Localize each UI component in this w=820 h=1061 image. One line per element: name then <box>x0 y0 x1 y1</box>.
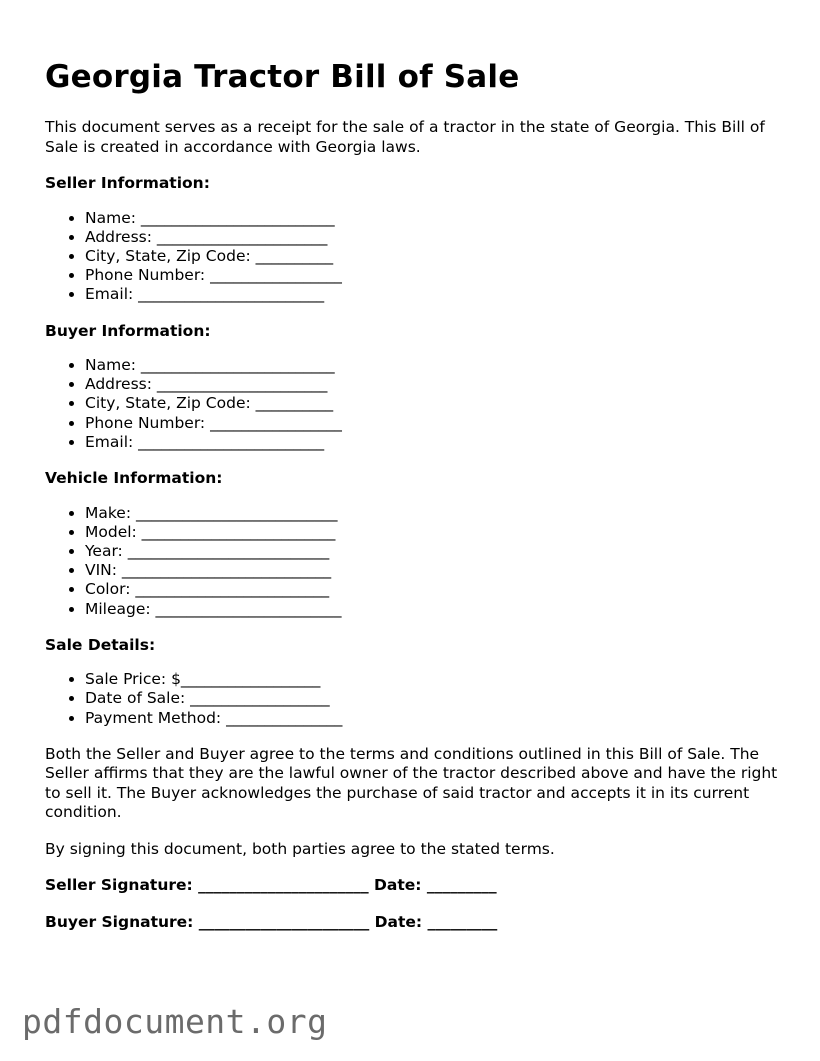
buyer-section-heading: Buyer Information: <box>45 321 211 340</box>
vehicle-model-field: • Model: _________________________ <box>85 523 785 542</box>
buyer-city-state-zip-field: • City, State, Zip Code: __________ <box>85 394 785 413</box>
vehicle-year-field: • Year: __________________________ <box>85 542 785 561</box>
agreement-paragraph: Both the Seller and Buyer agree to the terms and conditions outlined in this Bill of Sale. The Seller affirms that they are the lawful owner of the tractor described above and have the right to sell it. The Buyer acknowledges the purchase of said tractor and accepts it in its current condition. <box>45 744 778 822</box>
buyer-fields-list <box>45 356 785 452</box>
seller-fields-list <box>45 209 785 305</box>
vehicle-fields-list <box>45 504 785 619</box>
buyer-name-field: • Name: _________________________ <box>85 356 785 375</box>
vehicle-section-heading: Vehicle Information: <box>45 469 223 488</box>
intro-paragraph: This document serves as a receipt for the sale of a tractor in the state of Georgia. This Bill of Sale is created in accordance with Georgia laws. <box>45 118 765 156</box>
seller-email-field: • Email: ________________________ <box>85 285 785 304</box>
sale-fields-list <box>45 670 785 728</box>
seller-name-field: • Name: _________________________ <box>85 209 785 228</box>
page-title: Georgia Tractor Bill of Sale <box>45 59 520 95</box>
seller-signature-line: Seller Signature: ______________________ Date: _________ <box>45 876 497 895</box>
buyer-email-field: • Email: ________________________ <box>85 433 785 452</box>
vehicle-mileage-field: • Mileage: ________________________ <box>85 600 785 619</box>
sale-price-field: • Sale Price: $__________________ <box>85 670 785 689</box>
vehicle-color-field: • Color: _________________________ <box>85 580 785 599</box>
seller-city-state-zip-field: • City, State, Zip Code: __________ <box>85 247 785 266</box>
sale-section-heading: Sale Details: <box>45 635 156 654</box>
seller-phone-field: • Phone Number: _________________ <box>85 266 785 285</box>
seller-section-heading: Seller Information: <box>45 174 210 192</box>
vehicle-make-field: • Make: __________________________ <box>85 504 785 523</box>
buyer-signature-line: Buyer Signature: ______________________ Date: _________ <box>45 912 498 931</box>
vehicle-vin-field: • VIN: ___________________________ <box>85 561 785 580</box>
closing-paragraph: By signing this document, both parties agree to the stated terms. <box>45 839 555 858</box>
sale-date-field: • Date of Sale: __________________ <box>85 689 785 708</box>
buyer-phone-field: • Phone Number: _________________ <box>85 414 785 433</box>
seller-address-field: • Address: ______________________ <box>85 228 785 247</box>
document-page <box>45 58 785 932</box>
payment-method-field: • Payment Method: _______________ <box>85 709 785 728</box>
watermark: pdfdocument.org <box>22 1002 328 1041</box>
buyer-address-field: • Address: ______________________ <box>85 375 785 394</box>
